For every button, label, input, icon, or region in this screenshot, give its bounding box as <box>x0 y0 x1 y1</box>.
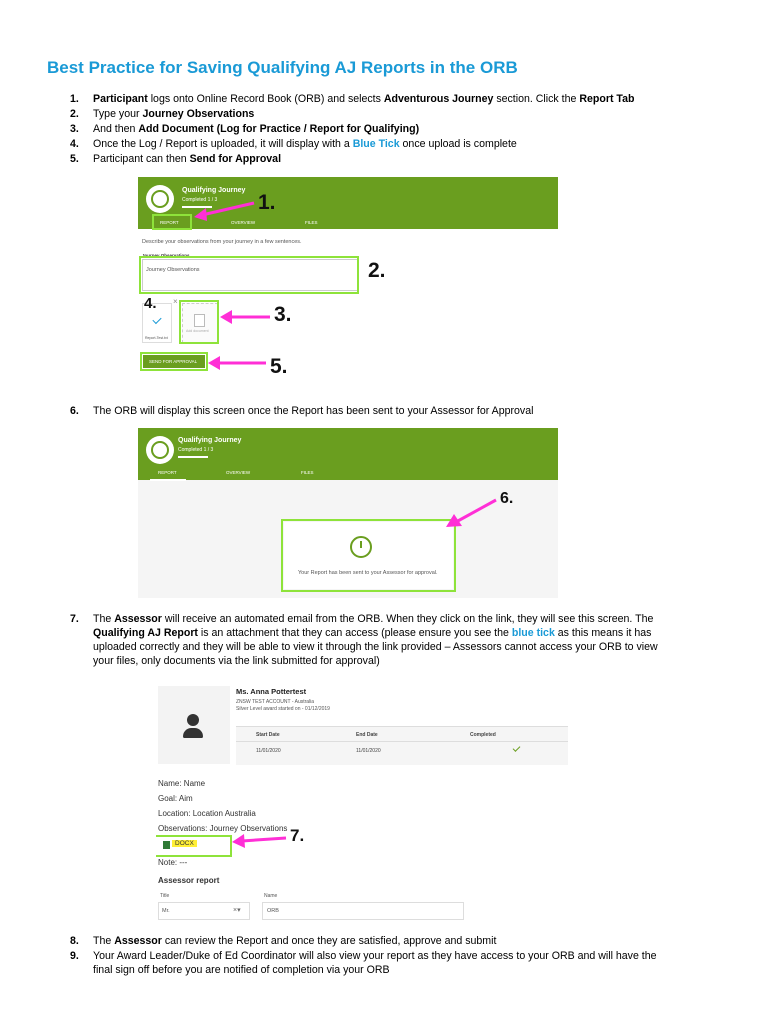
tab-files[interactable]: FILES <box>305 220 318 225</box>
callout-6: 6. <box>500 490 514 507</box>
name-row: Name: Name <box>158 779 206 788</box>
col-completed: Completed <box>470 732 496 738</box>
start-date-value: 11/01/2020 <box>256 748 281 754</box>
tab-report[interactable]: REPORT <box>158 470 177 475</box>
name-input[interactable] <box>262 902 464 920</box>
tab-overview[interactable]: OVERVIEW <box>226 470 251 475</box>
tab-report[interactable]: REPORT <box>160 220 179 225</box>
arrow-icon <box>220 309 272 325</box>
arrow-icon <box>446 498 498 528</box>
arrow-icon <box>208 355 268 371</box>
send-highlight <box>140 352 208 371</box>
confirmation-message: Your Report has been sent to your Assessor for approval. <box>298 570 438 576</box>
tab-files[interactable]: FILES <box>301 470 314 475</box>
arrow-icon <box>194 199 256 221</box>
callout-2: 2. <box>368 259 386 282</box>
describe-prompt: Describe your observations from your journey in a few sentences. <box>142 239 302 245</box>
organisation: ZNSW TEST ACCOUNT - Australia <box>236 699 315 705</box>
docx-attachment[interactable]: DOCX <box>172 840 197 847</box>
send-button-label: SEND FOR APPROVAL <box>149 359 198 364</box>
observations-highlight <box>139 256 359 294</box>
report-tab-highlight <box>152 214 192 230</box>
step-6: 6. The ORB will display this screen once the Report has been sent to your Assessor for Approval <box>70 405 534 417</box>
end-date-value: 11/01/2020 <box>356 748 381 754</box>
step-1: 1. Participant logs onto Online Record Book (ORB) and selects Adventurous Journey section. Click the Report Tab <box>70 93 635 105</box>
callout-4: 4. <box>144 295 157 312</box>
field-label: Journey Observations <box>142 253 190 258</box>
title-label: Title <box>160 893 170 899</box>
page-title: Best Practice for Saving Qualifying AJ Reports in the ORB <box>47 58 518 77</box>
confirmation-highlight <box>281 519 456 592</box>
journey-logo <box>146 436 174 464</box>
award-level: Silver Level award started on - 01/12/2019 <box>236 706 330 712</box>
col-end-date: End Date <box>356 732 378 738</box>
assessee-name: Ms. Anna Pottertest <box>236 687 307 696</box>
user-icon <box>187 714 199 726</box>
completed-count: Completed 1 / 3 <box>178 447 214 453</box>
callout-5: 5. <box>270 355 288 378</box>
progress-bar <box>178 456 208 458</box>
arrow-icon <box>232 832 288 848</box>
note-row: Note: --- <box>158 858 188 867</box>
screenshot-submit-report <box>138 177 558 389</box>
step-3: 3. And then Add Document (Log for Practice / Report for Qualifying) <box>70 123 420 135</box>
observations-row: Observations: Journey Observations <box>158 824 288 833</box>
callout-1: 1. <box>258 191 276 214</box>
step-9: 9. Your Award Leader/Duke of Ed Coordinator will also view your report as they have access to your ORB and will have the final sign off before you are notified of completion via your ORB <box>70 950 657 976</box>
col-start-date: Start Date <box>256 732 280 738</box>
callout-3: 3. <box>274 303 292 326</box>
name-input-value: ORB <box>267 908 279 914</box>
screenshot-assessor-view <box>156 684 576 920</box>
step-5: 5. Participant can then Send for Approval <box>70 153 282 165</box>
step-8: 8. The Assessor can review the Report and once they are satisfied, approve and submit <box>70 935 497 947</box>
step-7: 7. The Assessor will receive an automated email from the ORB. When they click on the link, they will see this screen. The Qualifying AJ Report is an attachment that they can access (please ensure you see the blue tick as this means it has uploaded correctly and they will be able to view it through the link provided – Assessors cannot access your ORB to view your files, only documents via the link submitted for approval) <box>70 613 658 667</box>
add-document-highlight <box>179 300 219 344</box>
close-icon[interactable]: × <box>173 297 178 306</box>
assessor-report-heading: Assessor report <box>158 876 220 885</box>
journey-heading: Qualifying Journey <box>178 437 242 444</box>
header-bar <box>138 428 558 480</box>
step-2: 2. Type your Journey Observations <box>70 108 255 120</box>
observations-value: Journey Observations <box>146 267 200 273</box>
title-select-value: Mr. <box>162 908 170 914</box>
journey-logo <box>146 185 174 213</box>
active-tab-indicator <box>150 479 186 481</box>
name-field-label: Name <box>264 893 278 899</box>
upload-caption: Report-Test.txt <box>145 336 168 340</box>
tab-overview[interactable]: OVERVIEW <box>231 220 256 225</box>
location-row: Location: Location Australia <box>158 809 256 818</box>
goal-row: Goal: Aim <box>158 794 193 803</box>
completed-count: Completed 1 / 3 <box>182 197 218 203</box>
screenshot-report-sent <box>138 428 558 598</box>
clear-icon[interactable]: ×▾ <box>233 907 241 914</box>
callout-7: 7. <box>290 826 305 845</box>
step-4: 4. Once the Log / Report is uploaded, it will display with a Blue Tick once upload is complete <box>70 138 517 150</box>
journey-heading: Qualifying Journey <box>182 187 246 194</box>
add-document-label: Add document <box>186 329 209 333</box>
attachment-highlight <box>156 835 232 857</box>
